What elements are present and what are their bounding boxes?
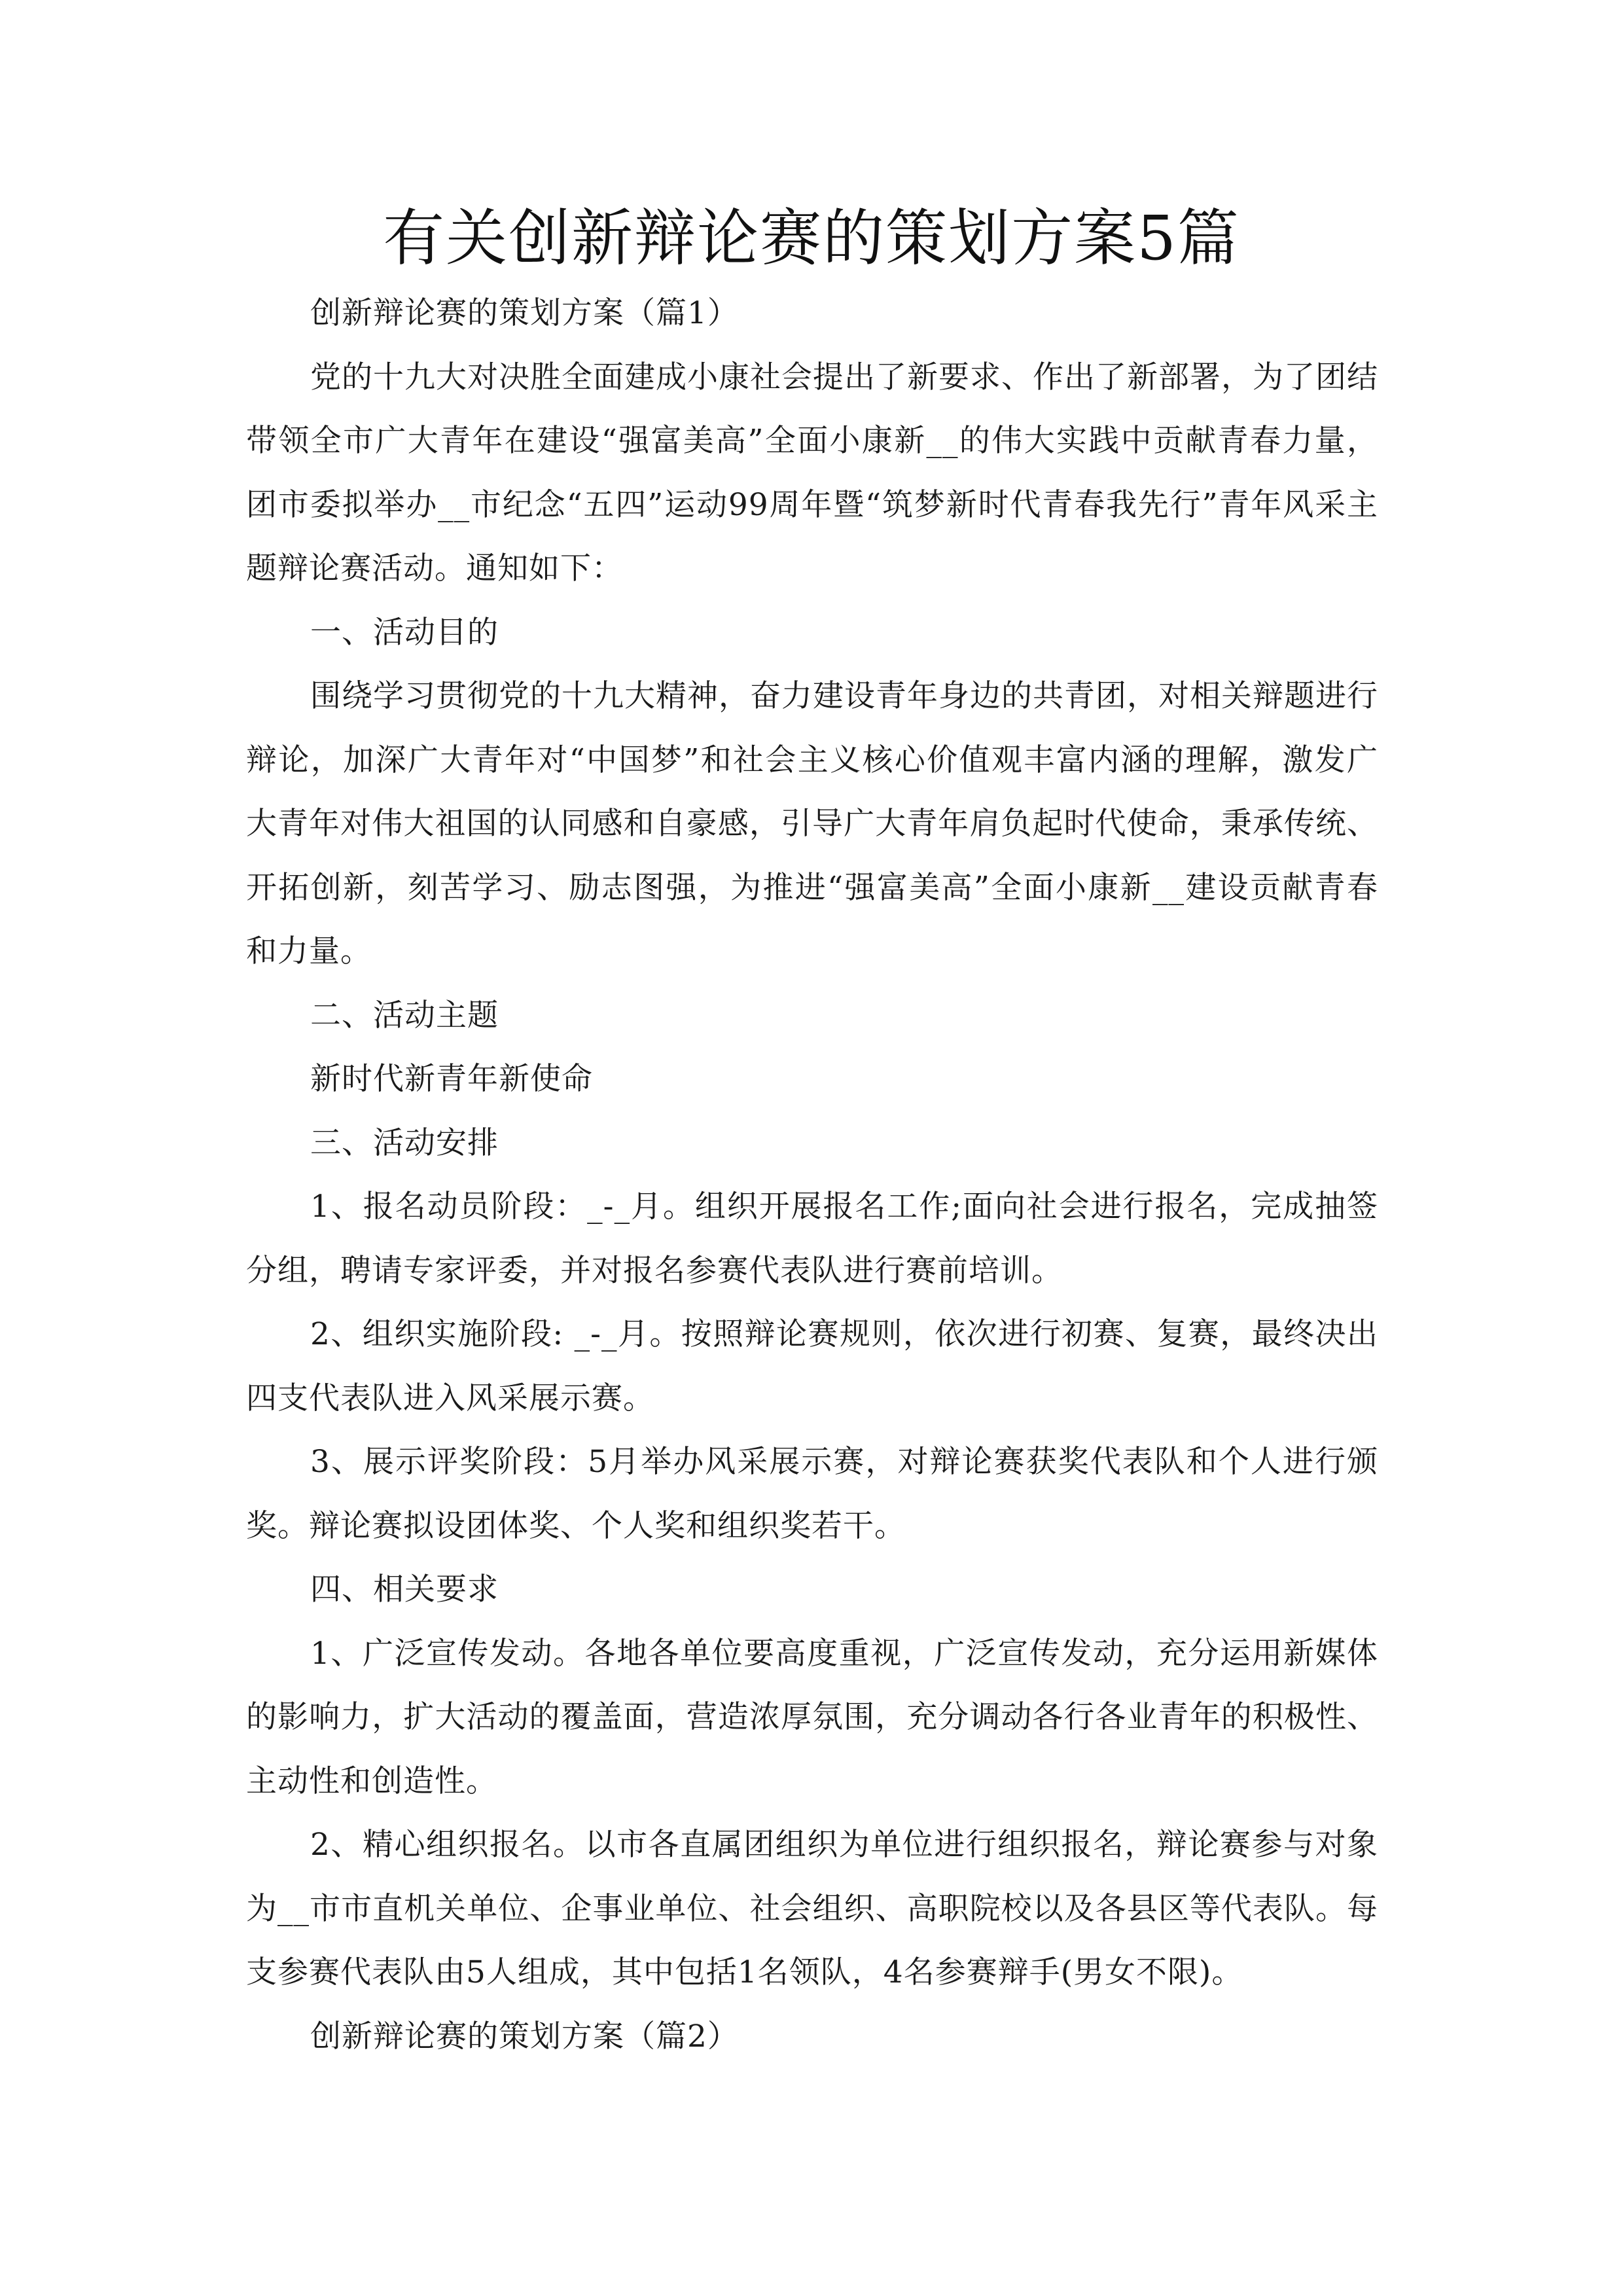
section-heading-arrangement: 三、活动安排 xyxy=(310,1124,499,1161)
requirement-item-1: 1、广泛宣传发动。各地各单位要高度重视，广泛宣传发动，充分运用新媒体的影响力，扩大活动的覆盖面，营造浓厚氛围，充分调动各行各业青年的积极性、主动性和创造性。 xyxy=(246,1635,1378,1799)
arrangement-item-1: 1、报名动员阶段：_-_月。组织开展报名工作;面向社会进行报名，完成抽签分组，聘请专家评委，并对报名参赛代表队进行赛前培训。 xyxy=(246,1189,1378,1289)
document-body xyxy=(246,281,1378,2068)
section-heading-purpose: 一、活动目的 xyxy=(310,614,499,651)
section-heading-part-1: 创新辩论赛的策划方案（篇1） xyxy=(310,295,739,331)
document-title: 有关创新辩论赛的策划方案5篇 xyxy=(383,203,1240,274)
section-heading-requirements: 四、相关要求 xyxy=(310,1571,499,1607)
section-heading-theme: 二、活动主题 xyxy=(310,997,499,1033)
requirement-item-2: 2、精心组织报名。以市各直属团组织为单位进行组织报名，辩论赛参与对象为__市市直机关单位、企事业单位、社会组织、高职院校以及各县区等代表队。每支参赛代表队由5人组成，其中包括1名领队，4名参赛辩手(男女不限)。 xyxy=(246,1827,1378,1990)
intro-paragraph: 党的十九大对决胜全面建成小康社会提出了新要求、作出了新部署，为了团结带领全市广大青年在建设“强富美高”全面小康新__的伟大实践中贡献青春力量，团市委拟举办__市纪念“五四”运动99周年暨“筑梦新时代青春我先行”青年风采主题辩论赛活动。通知如下： xyxy=(246,359,1378,586)
purpose-paragraph: 围绕学习贯彻党的十九大精神，奋力建设青年身边的共青团，对相关辩题进行辩论，加深广大青年对“中国梦”和社会主义核心价值观丰富内涵的理解，激发广大青年对伟大祖国的认同感和自豪感，引导广大青年肩负起时代使命，秉承传统、开拓创新，刻苦学习、励志图强，为推进“强富美高”全面小康新__建设贡献青春和力量。 xyxy=(246,678,1378,969)
section-heading-part-2: 创新辩论赛的策划方案（篇2） xyxy=(310,2018,739,2054)
arrangement-item-2: 2、组织实施阶段: _-_月。按照辩论赛规则，依次进行初赛、复赛，最终决出四支代表队进入风采展示赛。 xyxy=(246,1316,1378,1416)
theme-paragraph: 新时代新青年新使命 xyxy=(310,1061,593,1097)
arrangement-item-3: 3、展示评奖阶段：5月举办风采展示赛，对辩论赛获奖代表队和个人进行颁奖。辩论赛拟设团体奖、个人奖和组织奖若干。 xyxy=(246,1444,1378,1544)
